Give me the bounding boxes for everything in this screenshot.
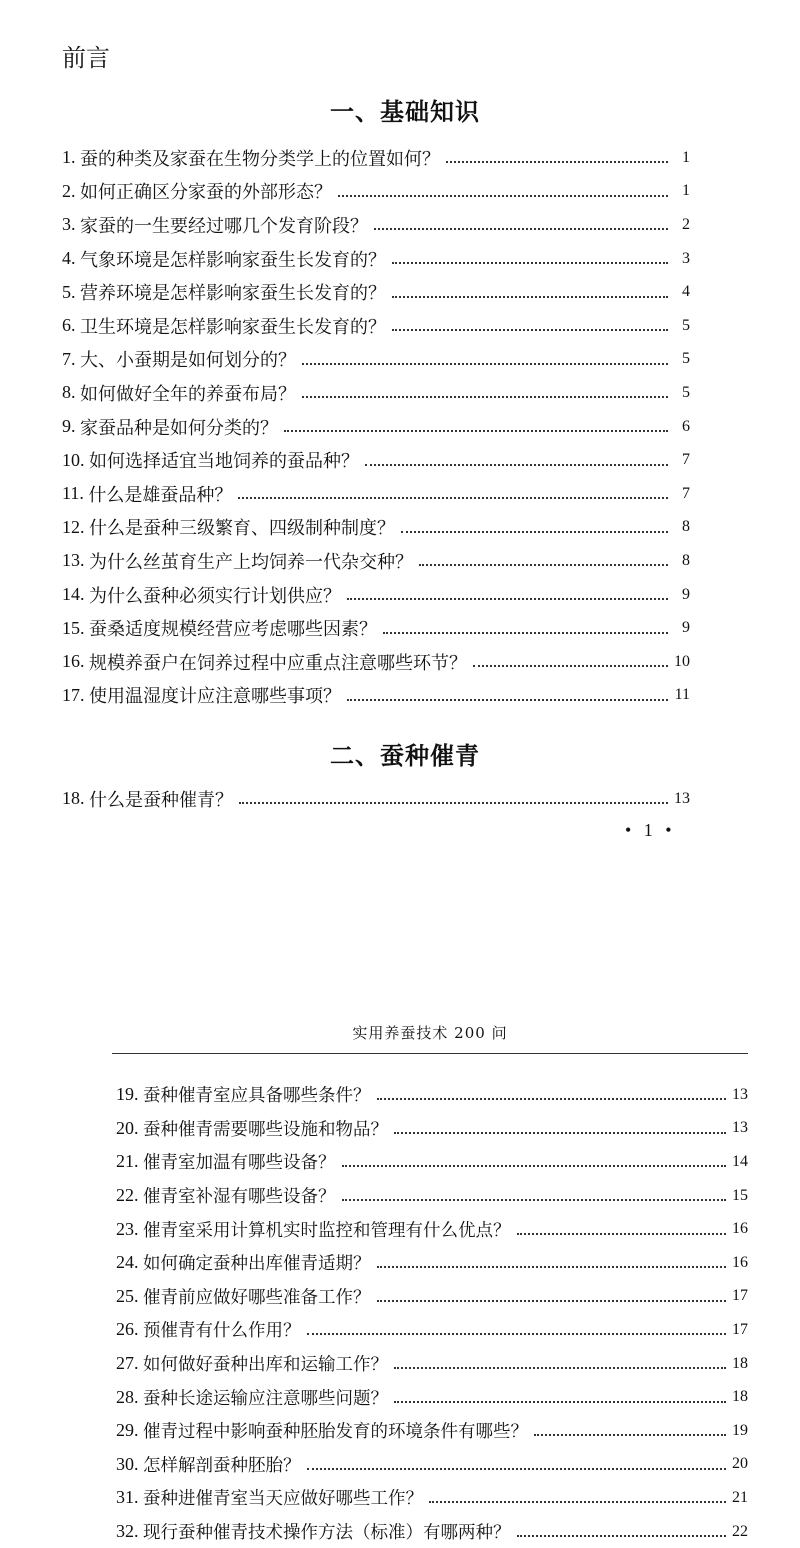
toc-entry — [116, 1145, 748, 1179]
toc-entry-number: 12. — [62, 516, 85, 537]
dot-leader — [238, 496, 668, 499]
toc-entry-title: 如何正确区分家蚕的外部形态？ — [80, 182, 332, 204]
toc-entry-page-number: 21 — [732, 1488, 748, 1506]
toc-entry — [116, 1280, 748, 1314]
toc-entry-page-number: 7 — [682, 451, 690, 469]
section-title-basics: 一、基础知识 — [330, 98, 480, 126]
toc-entry — [62, 443, 690, 477]
toc-entry — [62, 242, 690, 276]
toc-entry — [116, 1414, 748, 1448]
toc-entry-number: 23. — [116, 1218, 139, 1239]
toc-entry-page-number: 17 — [732, 1287, 748, 1305]
toc-entry — [62, 343, 690, 377]
toc-entry-number: 3. — [62, 214, 76, 235]
toc-entry-page-number: 22 — [732, 1522, 748, 1540]
toc-entry-number: 30. — [116, 1453, 139, 1474]
dot-leader — [239, 801, 668, 804]
dot-leader — [401, 530, 668, 533]
toc-entry-title: 如何做好蚕种出库和运输工作？ — [143, 1355, 388, 1376]
toc-entry — [62, 208, 690, 242]
running-head: 实用养蚕技术 200 问 — [352, 1024, 508, 1042]
dot-leader — [392, 261, 668, 264]
dot-leader — [419, 563, 668, 566]
dot-leader — [517, 1232, 727, 1235]
toc-entry-title: 卫生环境是怎样影响家蚕生长发育的？ — [80, 316, 386, 338]
toc-entry-number: 32. — [116, 1521, 139, 1542]
toc-entry-page-number: 2 — [682, 215, 690, 233]
toc-entry-page-number: 18 — [732, 1354, 748, 1372]
toc-entry-number: 31. — [116, 1487, 139, 1508]
toc-entry-title: 蚕种催青室应具备哪些条件？ — [143, 1086, 371, 1107]
toc-entry-title: 家蚕的一生要经过哪几个发育阶段？ — [80, 215, 368, 237]
toc-entry-number: 24. — [116, 1252, 139, 1273]
toc-entry — [62, 275, 690, 309]
toc-entry-number: 13. — [62, 550, 85, 571]
page-folio: • 1 • — [625, 820, 676, 840]
toc-entry-title: 如何选择适宜当地饲养的蚕品种？ — [89, 451, 359, 473]
toc-entry — [62, 645, 690, 679]
toc-entry-page-number: 20 — [732, 1455, 748, 1473]
toc-entry-page-number: 6 — [682, 417, 690, 435]
toc-entry-number: 18. — [62, 788, 85, 809]
toc-entry — [62, 477, 690, 511]
toc-entry-title: 怎样解剖蚕种胚胎？ — [143, 1455, 301, 1476]
toc-entry-title: 现行蚕种催青技术操作方法（标准）有哪两种？ — [143, 1523, 511, 1544]
toc-entry-page-number: 13 — [674, 789, 690, 807]
toc-entry — [116, 1313, 748, 1347]
toc-entry-number: 1. — [62, 147, 76, 168]
toc-entry-page-number: 16 — [732, 1220, 748, 1238]
toc-entry-title: 什么是蚕种催青？ — [89, 789, 233, 811]
toc-entry-title: 催青室加温有哪些设备？ — [143, 1153, 336, 1174]
toc-entry-page-number: 15 — [732, 1186, 748, 1204]
toc-entry-page-number: 10 — [674, 652, 690, 670]
dot-leader — [377, 1265, 727, 1268]
toc-entry-title: 为什么丝茧育生产上均饲养一代杂交种？ — [89, 551, 413, 573]
toc-entry-number: 6. — [62, 315, 76, 336]
dot-leader — [392, 328, 668, 331]
toc-entry-title: 预催青有什么作用？ — [143, 1321, 301, 1342]
dot-leader — [338, 194, 668, 197]
toc-entry-title: 使用温湿度计应注意哪些事项？ — [89, 686, 341, 708]
toc-entry-title: 营养环境是怎样影响家蚕生长发育的？ — [80, 283, 386, 305]
toc-entry — [62, 578, 690, 612]
toc-entry-page-number: 19 — [732, 1421, 748, 1439]
toc-entry-page-number: 8 — [682, 551, 690, 569]
dot-leader — [473, 664, 668, 667]
toc-entry — [62, 141, 690, 175]
toc-entry — [116, 1246, 748, 1280]
toc-entry — [116, 1448, 748, 1482]
toc-entry-title: 蚕种催青需要哪些设施和物品？ — [143, 1119, 388, 1140]
toc-entry-title: 蚕的种类及家蚕在生物分类学上的位置如何？ — [80, 148, 440, 170]
toc-entry-title: 如何做好全年的养蚕布局？ — [80, 383, 296, 405]
header-rule — [112, 1053, 748, 1054]
toc-entry-title: 蚕种长途运输应注意哪些问题？ — [143, 1388, 388, 1409]
toc-entry — [116, 1380, 748, 1414]
toc-entry-title: 如何确定蚕种出库催青适期？ — [143, 1254, 371, 1275]
toc-entry-number: 9. — [62, 416, 76, 437]
toc-entry-number: 8. — [62, 382, 76, 403]
toc-entry-title: 为什么蚕种必须实行计划供应？ — [89, 585, 341, 607]
toc-entry — [116, 1179, 748, 1213]
toc-entry — [62, 782, 690, 816]
toc-entry-title: 气象环境是怎样影响家蚕生长发育的？ — [80, 249, 386, 271]
toc-entry — [116, 1481, 748, 1515]
toc-entry-page-number: 1 — [682, 182, 690, 200]
toc-entry-number: 21. — [116, 1151, 139, 1172]
toc-entry-number: 25. — [116, 1285, 139, 1306]
toc-entry — [116, 1112, 748, 1146]
toc-entry-title: 催青前应做好哪些准备工作？ — [143, 1287, 371, 1308]
toc-entry-page-number: 9 — [682, 619, 690, 637]
toc-entry-title: 什么是雄蚕品种？ — [88, 484, 233, 506]
dot-leader — [302, 395, 668, 398]
dot-leader — [394, 1400, 726, 1403]
toc-entry-title: 催青过程中影响蚕种胚胎发育的环境条件有哪些？ — [143, 1422, 528, 1443]
toc-entry-number: 20. — [116, 1117, 139, 1138]
toc-entry-page-number: 13 — [732, 1085, 748, 1103]
toc-entry-number: 28. — [116, 1386, 139, 1407]
toc-entry-page-number: 14 — [732, 1152, 748, 1170]
toc-entry-number: 14. — [62, 584, 85, 605]
toc-entry — [62, 175, 690, 209]
toc-entry-number: 5. — [62, 281, 76, 302]
toc-entry-page-number: 17 — [732, 1320, 748, 1338]
dot-leader — [347, 597, 668, 600]
toc-entry-page-number: 8 — [682, 518, 690, 536]
toc-entry-page-number: 7 — [682, 484, 690, 502]
toc-entry — [116, 1212, 748, 1246]
toc-entry-page-number: 5 — [682, 316, 690, 334]
toc-entry-page-number: 16 — [732, 1253, 748, 1271]
toc-entry-title: 什么是蚕种三级繁育、四级制种制度？ — [89, 518, 395, 540]
toc-entry — [62, 511, 690, 545]
toc-entry-number: 15. — [62, 617, 85, 638]
toc-entry — [62, 309, 690, 343]
dot-leader — [307, 1467, 727, 1470]
toc-entry-page-number: 13 — [732, 1119, 748, 1137]
toc-entry-page-number: 3 — [682, 249, 690, 267]
dot-leader — [307, 1332, 727, 1335]
dot-leader — [394, 1131, 726, 1134]
toc-entry-title: 催青室补湿有哪些设备？ — [143, 1187, 336, 1208]
toc-entry-number: 29. — [116, 1420, 139, 1441]
toc-entry — [116, 1515, 748, 1548]
toc-entry-number: 27. — [116, 1353, 139, 1374]
toc-entry-number: 26. — [116, 1319, 139, 1340]
dot-leader — [446, 160, 668, 163]
dot-leader — [374, 227, 668, 230]
dot-leader — [342, 1164, 727, 1167]
dot-leader — [517, 1534, 727, 1537]
toc-entry-number: 19. — [116, 1084, 139, 1105]
dot-leader — [284, 429, 668, 432]
toc-entry-number: 22. — [116, 1185, 139, 1206]
toc-entry-page-number: 1 — [682, 148, 690, 166]
toc-entry — [62, 611, 690, 645]
toc-entry-number: 7. — [62, 348, 76, 369]
toc-entry-page-number: 5 — [682, 350, 690, 368]
dot-leader — [429, 1500, 726, 1503]
dot-leader — [377, 1097, 727, 1100]
toc-entry-title: 家蚕品种是如何分类的？ — [80, 417, 278, 439]
toc-entry-number: 11. — [62, 483, 84, 504]
toc-entry-page-number: 9 — [682, 585, 690, 603]
toc-entry — [116, 1347, 748, 1381]
toc-entry-number: 17. — [62, 684, 85, 705]
toc-entry-title: 催青室采用计算机实时监控和管理有什么优点？ — [143, 1220, 511, 1241]
dot-leader — [534, 1433, 726, 1436]
dot-leader — [383, 631, 668, 634]
toc-entry-number: 10. — [62, 449, 85, 470]
toc-entry-title: 蚕种进催青室当天应做好哪些工作？ — [143, 1489, 423, 1510]
dot-leader — [377, 1299, 727, 1302]
toc-entry-number: 4. — [62, 248, 76, 269]
toc-entry-number: 2. — [62, 180, 76, 201]
toc-entry-title: 规模养蚕户在饲养过程中应重点注意哪些环节？ — [89, 652, 467, 674]
dot-leader — [365, 463, 668, 466]
toc-entry — [62, 410, 690, 444]
toc-entry-page-number: 18 — [732, 1388, 748, 1406]
toc-entry-page-number: 5 — [682, 383, 690, 401]
dot-leader — [392, 295, 668, 298]
toc-entry-title: 蚕桑适度规模经营应考虑哪些因素？ — [89, 619, 377, 641]
dot-leader — [347, 698, 668, 701]
toc-entry-page-number: 11 — [674, 686, 690, 704]
dot-leader — [302, 362, 668, 365]
toc-entry — [62, 544, 690, 578]
toc-entry-title: 大、小蚕期是如何划分的？ — [80, 350, 296, 372]
toc-entry-number: 16. — [62, 651, 85, 672]
dot-leader — [394, 1366, 726, 1369]
dot-leader — [342, 1198, 727, 1201]
section-title-incubation: 二、蚕种催青 — [330, 742, 480, 770]
toc-entry — [62, 376, 690, 410]
preface-heading: 前言 — [62, 44, 110, 72]
toc-entry-page-number: 4 — [682, 283, 690, 301]
toc-entry — [116, 1078, 748, 1112]
toc-entry — [62, 679, 690, 713]
